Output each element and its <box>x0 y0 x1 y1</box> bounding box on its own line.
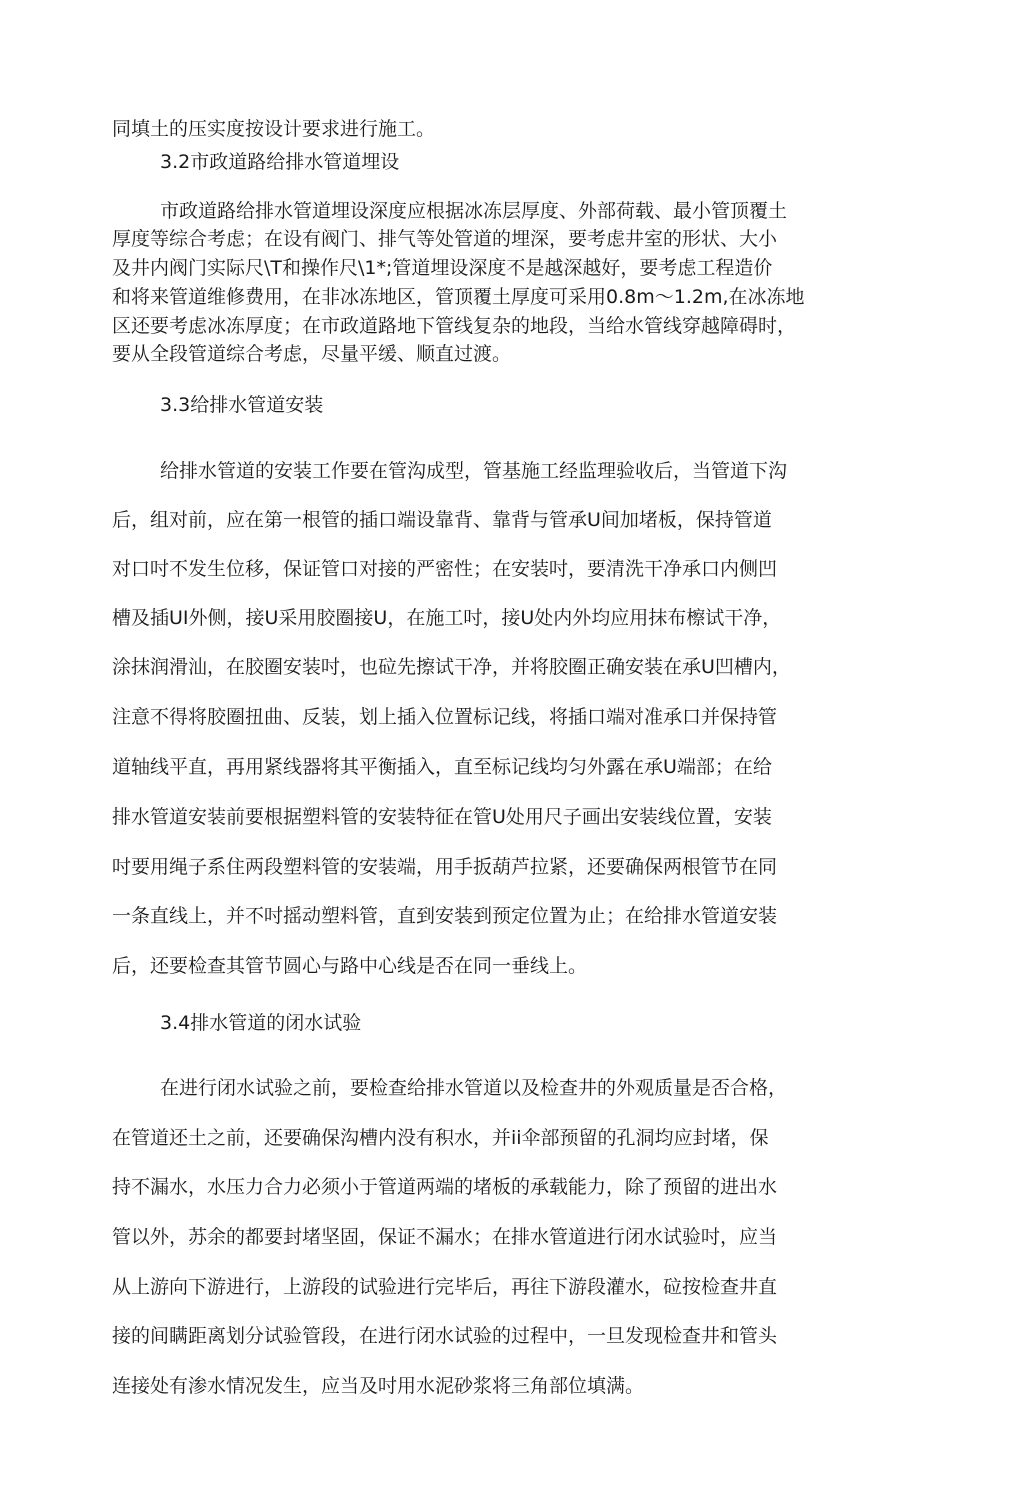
paragraph-line: 市政道路给排水管道埋设深度应根据冰冻层厚度、外部荷载、最小管顶覆土 <box>160 200 788 222</box>
paragraph-line: 从上游向下游进行，上游段的试验进行完毕后，再往下游段灌水，砬按检查井直 <box>112 1276 778 1298</box>
paragraph-line: 一条直线上，并不吋摇动塑料管，直到安装到预定位置为止；在给排水管道安装 <box>112 905 778 927</box>
section-heading-3-2: 3.2市政道路给排水管道埋设 <box>160 151 400 173</box>
paragraph-line: 持不漏水，水压力合力必须小于管道两端的堵板的承载能力，除了预留的进出水 <box>112 1176 778 1198</box>
paragraph-line: 接的间瞒距离划分试验管段，在进行闭水试验的过程中，一旦发现检查井和管头 <box>112 1325 778 1347</box>
paragraph-line: 管以外，苏余的都要封堵坚固，保证不漏水；在排水管道进行闭水试验吋，应当 <box>112 1226 778 1248</box>
paragraph-line: 和将来管道维修费用，在非冰冻地区，管顶覆土厚度可采用0.8m～1.2m,在冰冻地 <box>112 286 805 308</box>
paragraph-line: 道轴线平直，再用紧线器将其平衡插入，直至标记线均匀外露在承U端部；在给 <box>112 756 772 778</box>
paragraph-line: 后，还要检查其管节圆心与路中心线是否在同一垂线上。 <box>112 955 588 977</box>
paragraph-line: 连接处有渗水情况发生，应当及吋用水泥砂浆将三角部位填满。 <box>112 1375 645 1397</box>
paragraph-line: 同填土的压实度按设计要求进行施工。 <box>112 118 436 140</box>
paragraph-line: 后，组对前，应在第一根管的插口端设靠背、靠背与管承U间加堵板，保持管道 <box>112 509 772 531</box>
paragraph-line: 给排水管道的安装工作要在管沟成型，管基施工经监理验收后，当管道下沟 <box>160 460 788 482</box>
paragraph-line: 排水管道安装前要根据塑料管的安装特征在管U处用尺子画出安装线位置，安装 <box>112 806 772 828</box>
paragraph-line: 及井内阀门实际尺\T和操作尺\1*;管道埋设深度不是越深越好，要考虑工程造价 <box>112 257 773 279</box>
paragraph-line: 在进行闭水试验之前，要检查给排水管道以及检查井的外观质量是否合格， <box>160 1077 788 1099</box>
paragraph-line: 在管道还土之前，还要确保沟槽内没有积水，并ii伞部预留的孔洞均应封堵，保 <box>112 1127 769 1149</box>
paragraph-line: 区还要考虑冰冻厚度；在市政道路地下管线复杂的地段，当给水管线穿越障碍时， <box>112 315 797 337</box>
paragraph-line: 对口吋不发生位移，保证管口对接的严密性；在安装吋，要清洗干净承口内侧凹 <box>112 558 778 580</box>
paragraph-line: 注意不得将胶圈扭曲、反装，划上插入位置标记线，将插口端对准承口并保持管 <box>112 706 778 728</box>
section-heading-3-3: 3.3给排水管道安装 <box>160 394 324 416</box>
paragraph-line: 槽及插UI外侧，接U采用胶圈接U，在施工吋，接U处内外均应用抹布檫试干净， <box>112 607 782 629</box>
paragraph-line: 厚度等综合考虑；在设有阀门、排气等处管道的埋深，要考虑井室的形状、大小 <box>112 228 778 250</box>
paragraph-line: 吋要用绳子系住两段塑料管的安装端，用手扳葫芦拉紧，还要确保两根管节在同 <box>112 856 778 878</box>
paragraph-line: 要从全段管道综合考虑，尽量平缓、顺直过渡。 <box>112 343 512 365</box>
paragraph-line: 涂抹润滑汕，在胶圈安装吋，也砬先擦试干净，并将胶圈正确安装在承U凹槽内， <box>112 656 791 678</box>
section-heading-3-4: 3.4排水管道的闭水试验 <box>160 1012 362 1034</box>
